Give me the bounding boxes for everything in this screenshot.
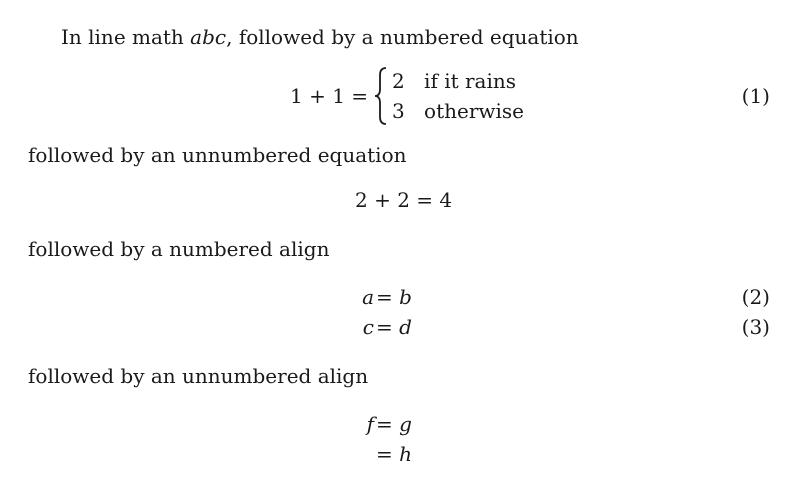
align-rhs: = d bbox=[376, 315, 412, 339]
unnumbered-equation: 2 + 2 = 4 bbox=[355, 188, 453, 212]
align-row bbox=[354, 409, 412, 439]
align-row bbox=[354, 439, 412, 469]
case-row bbox=[392, 98, 524, 124]
align-rhs: = h bbox=[376, 442, 412, 466]
paragraph-text: followed by a numbered align bbox=[28, 237, 330, 261]
align-row bbox=[354, 312, 412, 342]
paragraph-text: followed by an unnumbered align bbox=[28, 364, 369, 388]
cases-rows bbox=[392, 68, 524, 124]
inline-math: abc bbox=[190, 25, 227, 49]
case-value: 2 bbox=[392, 69, 405, 93]
case-condition: if it rains bbox=[424, 69, 517, 93]
case-value: 3 bbox=[392, 99, 405, 123]
align-lhs bbox=[354, 439, 374, 469]
align-lhs: a bbox=[362, 285, 374, 309]
equation-lhs: 1 + 1 = bbox=[290, 84, 369, 108]
paragraph-inline-math bbox=[61, 25, 579, 49]
case-row bbox=[392, 68, 524, 94]
paragraph-text: followed by an unnumbered equation bbox=[28, 143, 407, 167]
numbered-align bbox=[354, 282, 412, 342]
align-rhs: = b bbox=[376, 285, 412, 309]
align-lhs: f bbox=[366, 412, 374, 436]
align-rhs: = g bbox=[376, 412, 412, 436]
equation-number: (1) bbox=[741, 84, 770, 108]
case-condition: otherwise bbox=[424, 99, 525, 123]
paragraph-text: , followed by a numbered equation bbox=[226, 25, 579, 49]
left-brace bbox=[374, 67, 388, 125]
equation-number: (2) bbox=[741, 285, 770, 309]
cases-equation bbox=[290, 64, 524, 128]
align-row bbox=[354, 282, 412, 312]
align-lhs: c bbox=[362, 315, 374, 339]
equation-number: (3) bbox=[741, 315, 770, 339]
unnumbered-align bbox=[354, 409, 412, 469]
paragraph-text: In line math bbox=[61, 25, 191, 49]
